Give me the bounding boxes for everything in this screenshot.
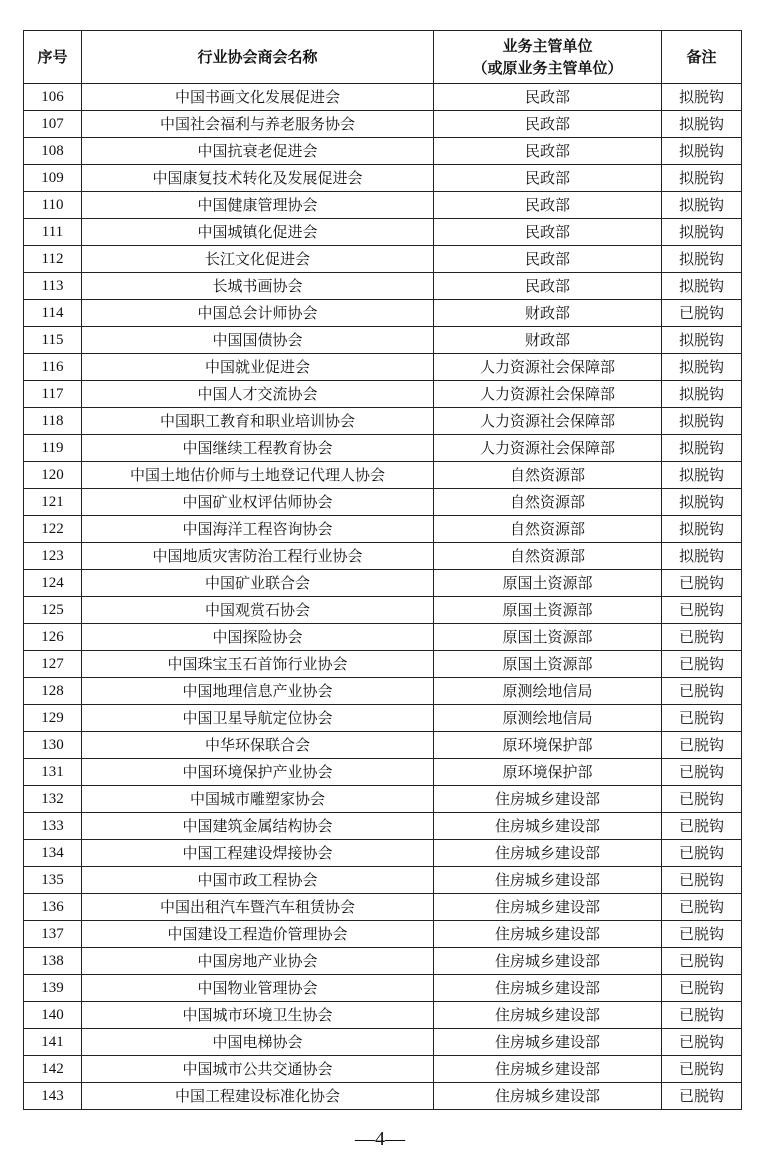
table-row [24,570,742,597]
row-dept: 人力资源社会保障部 [434,354,662,381]
header-name: 行业协会商会名称 [82,31,434,84]
table-row [24,894,742,921]
table-row [24,489,742,516]
row-note: 已脱钩 [662,975,742,1002]
row-name: 长江文化促进会 [82,246,434,273]
row-note: 已脱钩 [662,813,742,840]
row-name: 中国工程建设焊接协会 [82,840,434,867]
row-dept: 住房城乡建设部 [434,1083,662,1110]
row-name: 中国电梯协会 [82,1029,434,1056]
row-num: 113 [24,273,82,300]
row-note: 拟脱钩 [662,165,742,192]
table-row [24,1002,742,1029]
row-dept: 住房城乡建设部 [434,1029,662,1056]
row-num: 117 [24,381,82,408]
header-dept [434,31,662,84]
row-dept: 住房城乡建设部 [434,867,662,894]
row-note: 已脱钩 [662,786,742,813]
row-name: 长城书画协会 [82,273,434,300]
row-num: 120 [24,462,82,489]
row-num: 106 [24,84,82,111]
row-name: 中国市政工程协会 [82,867,434,894]
header-dept-line2: （或原业务主管单位） [472,59,623,77]
row-num: 143 [24,1083,82,1110]
row-name: 中国矿业权评估师协会 [82,489,434,516]
row-num: 111 [24,219,82,246]
row-num: 128 [24,678,82,705]
row-name: 中国珠宝玉石首饰行业协会 [82,651,434,678]
row-dept: 原国土资源部 [434,597,662,624]
row-dept: 原国土资源部 [434,651,662,678]
row-dept: 民政部 [434,165,662,192]
row-num: 115 [24,327,82,354]
row-note: 已脱钩 [662,759,742,786]
table-row [24,435,742,462]
row-dept: 自然资源部 [434,516,662,543]
table-row [24,543,742,570]
row-note: 已脱钩 [662,705,742,732]
row-dept: 原测绘地信局 [434,705,662,732]
row-note: 已脱钩 [662,570,742,597]
row-note: 拟脱钩 [662,516,742,543]
row-dept: 原国土资源部 [434,624,662,651]
table-row [24,732,742,759]
row-dept: 住房城乡建设部 [434,1002,662,1029]
row-name: 中国矿业联合会 [82,570,434,597]
row-name: 中国物业管理协会 [82,975,434,1002]
row-dept: 财政部 [434,327,662,354]
row-num: 122 [24,516,82,543]
table-row [24,1029,742,1056]
association-table [23,30,742,1110]
row-note: 已脱钩 [662,894,742,921]
row-note: 拟脱钩 [662,381,742,408]
row-num: 127 [24,651,82,678]
header-note: 备注 [662,31,742,84]
row-note: 已脱钩 [662,840,742,867]
row-note: 已脱钩 [662,300,742,327]
row-dept: 民政部 [434,111,662,138]
row-num: 133 [24,813,82,840]
row-name: 中国出租汽车暨汽车租赁协会 [82,894,434,921]
row-dept: 原环境保护部 [434,759,662,786]
row-note: 拟脱钩 [662,138,742,165]
table-row [24,1083,742,1110]
row-note: 已脱钩 [662,597,742,624]
row-dept: 民政部 [434,192,662,219]
row-num: 131 [24,759,82,786]
row-dept: 原国土资源部 [434,570,662,597]
row-dept: 原环境保护部 [434,732,662,759]
table-row [24,813,742,840]
row-note: 拟脱钩 [662,111,742,138]
row-note: 已脱钩 [662,651,742,678]
table-row [24,138,742,165]
row-num: 110 [24,192,82,219]
row-note: 拟脱钩 [662,354,742,381]
row-name: 中国职工教育和职业培训协会 [82,408,434,435]
row-note: 已脱钩 [662,732,742,759]
row-dept: 民政部 [434,273,662,300]
table-row [24,840,742,867]
row-name: 中国抗衰老促进会 [82,138,434,165]
table-row [24,327,742,354]
row-num: 142 [24,1056,82,1083]
row-name: 中国观赏石协会 [82,597,434,624]
row-name: 中国继续工程教育协会 [82,435,434,462]
row-dept: 民政部 [434,246,662,273]
row-note: 已脱钩 [662,921,742,948]
row-dept: 住房城乡建设部 [434,1056,662,1083]
row-name: 中国海洋工程咨询协会 [82,516,434,543]
row-num: 132 [24,786,82,813]
row-dept: 财政部 [434,300,662,327]
row-num: 125 [24,597,82,624]
row-name: 中华环保联合会 [82,732,434,759]
table-row [24,786,742,813]
row-name: 中国地质灾害防治工程行业协会 [82,543,434,570]
row-num: 126 [24,624,82,651]
row-dept: 住房城乡建设部 [434,786,662,813]
table-row [24,516,742,543]
table-row [24,651,742,678]
row-name: 中国康复技术转化及发展促进会 [82,165,434,192]
row-dept: 人力资源社会保障部 [434,435,662,462]
table-row [24,219,742,246]
row-name: 中国就业促进会 [82,354,434,381]
row-name: 中国总会计师协会 [82,300,434,327]
row-dept: 住房城乡建设部 [434,948,662,975]
row-note: 已脱钩 [662,1002,742,1029]
row-num: 118 [24,408,82,435]
row-dept: 住房城乡建设部 [434,894,662,921]
row-name: 中国地理信息产业协会 [82,678,434,705]
row-note: 已脱钩 [662,867,742,894]
row-note: 拟脱钩 [662,192,742,219]
row-dept: 住房城乡建设部 [434,813,662,840]
table-row [24,975,742,1002]
row-num: 140 [24,1002,82,1029]
row-note: 已脱钩 [662,1056,742,1083]
table-row [24,84,742,111]
row-dept: 人力资源社会保障部 [434,408,662,435]
row-num: 114 [24,300,82,327]
table-row [24,462,742,489]
row-note: 拟脱钩 [662,408,742,435]
row-num: 119 [24,435,82,462]
row-name: 中国土地估价师与土地登记代理人协会 [82,462,434,489]
row-name: 中国城市公共交通协会 [82,1056,434,1083]
row-dept: 自然资源部 [434,543,662,570]
row-name: 中国国债协会 [82,327,434,354]
row-dept: 原测绘地信局 [434,678,662,705]
table-row [24,759,742,786]
row-num: 109 [24,165,82,192]
row-note: 拟脱钩 [662,219,742,246]
row-num: 123 [24,543,82,570]
row-name: 中国建筑金属结构协会 [82,813,434,840]
row-name: 中国健康管理协会 [82,192,434,219]
row-num: 112 [24,246,82,273]
row-num: 139 [24,975,82,1002]
table-row [24,867,742,894]
row-num: 116 [24,354,82,381]
row-name: 中国书画文化发展促进会 [82,84,434,111]
row-note: 拟脱钩 [662,327,742,354]
table-row [24,354,742,381]
row-note: 已脱钩 [662,1083,742,1110]
row-note: 已脱钩 [662,678,742,705]
row-dept: 民政部 [434,84,662,111]
row-note: 拟脱钩 [662,273,742,300]
row-num: 136 [24,894,82,921]
row-num: 141 [24,1029,82,1056]
row-num: 138 [24,948,82,975]
row-dept: 民政部 [434,219,662,246]
row-name: 中国城市环境卫生协会 [82,1002,434,1029]
row-note: 拟脱钩 [662,462,742,489]
row-note: 拟脱钩 [662,246,742,273]
header-dept-line1: 业务主管单位 [502,37,593,55]
table-row [24,678,742,705]
row-dept: 住房城乡建设部 [434,921,662,948]
header-num: 序号 [24,31,82,84]
row-num: 130 [24,732,82,759]
row-dept: 住房城乡建设部 [434,975,662,1002]
row-dept: 人力资源社会保障部 [434,381,662,408]
table-header [24,31,742,84]
row-name: 中国建设工程造价管理协会 [82,921,434,948]
table-row [24,300,742,327]
row-dept: 民政部 [434,138,662,165]
row-name: 中国卫星导航定位协会 [82,705,434,732]
table-row [24,165,742,192]
row-num: 124 [24,570,82,597]
table-body [24,84,742,1110]
row-note: 已脱钩 [662,948,742,975]
table-row [24,273,742,300]
row-note: 拟脱钩 [662,84,742,111]
row-dept: 自然资源部 [434,462,662,489]
row-note: 拟脱钩 [662,435,742,462]
row-dept: 住房城乡建设部 [434,840,662,867]
row-name: 中国探险协会 [82,624,434,651]
row-name: 中国环境保护产业协会 [82,759,434,786]
row-name: 中国城市雕塑家协会 [82,786,434,813]
table-row [24,246,742,273]
row-note: 拟脱钩 [662,489,742,516]
row-num: 134 [24,840,82,867]
table-row [24,948,742,975]
row-note: 已脱钩 [662,1029,742,1056]
row-note: 拟脱钩 [662,543,742,570]
table-row [24,597,742,624]
table-row [24,624,742,651]
row-num: 107 [24,111,82,138]
table-row [24,111,742,138]
row-name: 中国城镇化促进会 [82,219,434,246]
row-num: 135 [24,867,82,894]
header-row [24,31,742,84]
table-row [24,381,742,408]
page-number: —4— [355,1128,405,1150]
table-row [24,192,742,219]
table-row [24,1056,742,1083]
row-name: 中国人才交流协会 [82,381,434,408]
table-row [24,705,742,732]
row-name: 中国房地产业协会 [82,948,434,975]
row-num: 129 [24,705,82,732]
table-row [24,408,742,435]
row-name: 中国社会福利与养老服务协会 [82,111,434,138]
row-dept: 自然资源部 [434,489,662,516]
table-row [24,921,742,948]
row-note: 已脱钩 [662,624,742,651]
row-num: 108 [24,138,82,165]
association-table-container [23,30,741,1110]
row-num: 121 [24,489,82,516]
row-num: 137 [24,921,82,948]
row-name: 中国工程建设标准化协会 [82,1083,434,1110]
